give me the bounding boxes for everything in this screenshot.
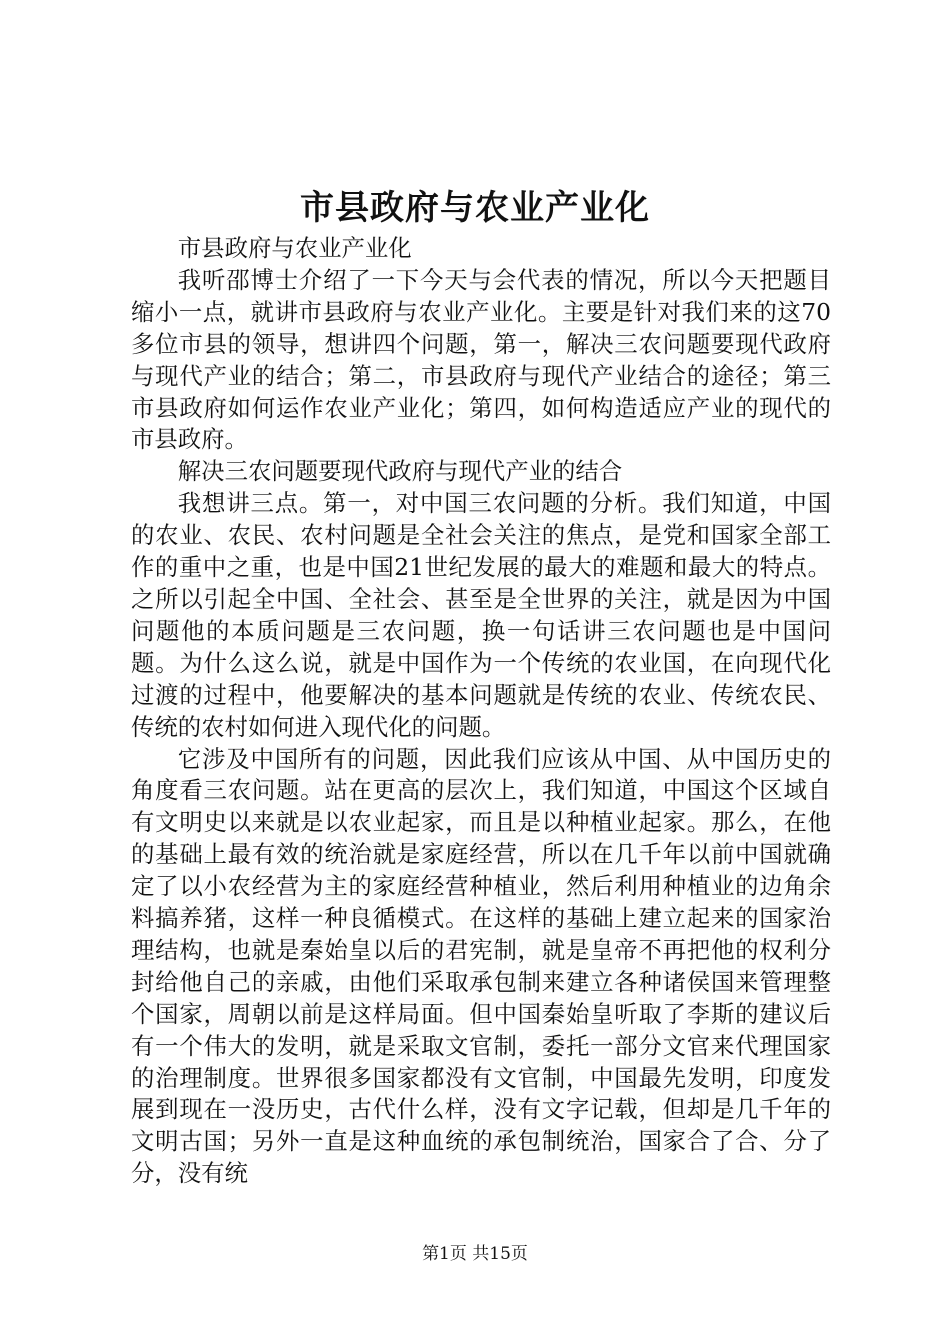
- paragraph-analysis: 我想讲三点。第一，对中国三农问题的分析。我们知道，中国的农业、农民、农村问题是全社会关注的焦点，是党和国家全部工作的重中之重，也是中国21世纪发展的最大的难题和最大的特点。之所以引起全中国、全社会、甚至是全世界的关注，就是因为中国问题他的本质问题是三农问题，换一句话讲三农问题也是中国问题。为什么这么说，就是中国作为一个传统的农业国，在向现代化过渡的过程中，他要解决的基本问题就是传统的农业、传统农民、传统的农村如何进入现代化的问题。: [131, 489, 831, 741]
- paragraph-history: 它涉及中国所有的问题，因此我们应该从中国、从中国历史的角度看三农问题。站在更高的层次上，我们知道，中国这个区域自有文明史以来就是以农业起家，而且是以种植业起家。那么，在他的基础上最有效的统治就是家庭经营，所以在几千年以前中国就确定了以小农经营为主的家庭经营种植业，然后利用种植业的边角余料搞养猪，这样一种良循模式。在这样的基础上建立起来的国家治理结构，也就是秦始皇以后的君宪制，就是皇帝不再把他的权利分封给他自己的亲戚，由他们采取承包制来建立各种诸侯国来管理整个国家，周朝以前是这样局面。但中国秦始皇听取了李斯的建议后有一个伟大的发明，就是采取文官制，委托一部分文官来代理国家的治理制度。世界很多国家都没有文官制，中国最先发明，印度发展到现在一没历史，古代什么样，没有文字记载，但却是几千年的文明古国；另外一直是这种血统的承包制统治，国家合了合、分了分，没有统: [131, 744, 831, 1188]
- document-body: [131, 233, 831, 1190]
- paragraph-section-heading: 解决三农问题要现代政府与现代产业的结合: [177, 457, 623, 486]
- page-number-footer: 第1页 共15页: [422, 1244, 528, 1264]
- paragraph-subtitle: 市县政府与农业产业化: [177, 234, 412, 262]
- paragraph-intro: 我听邵博士介绍了一下今天与会代表的情况，所以今天把题目缩小一点，就讲市县政府与农业产业化。主要是针对我们来的这70多位市县的领导，想讲四个问题，第一，解决三农问题要现代政府与现代产业的结合；第二，市县政府与现代产业结合的途径；第三市县政府如何运作农业产业化；第四，如何构造适应产业的现代的市县政府。: [131, 265, 831, 454]
- document-title: 市县政府与农业产业化: [300, 188, 650, 228]
